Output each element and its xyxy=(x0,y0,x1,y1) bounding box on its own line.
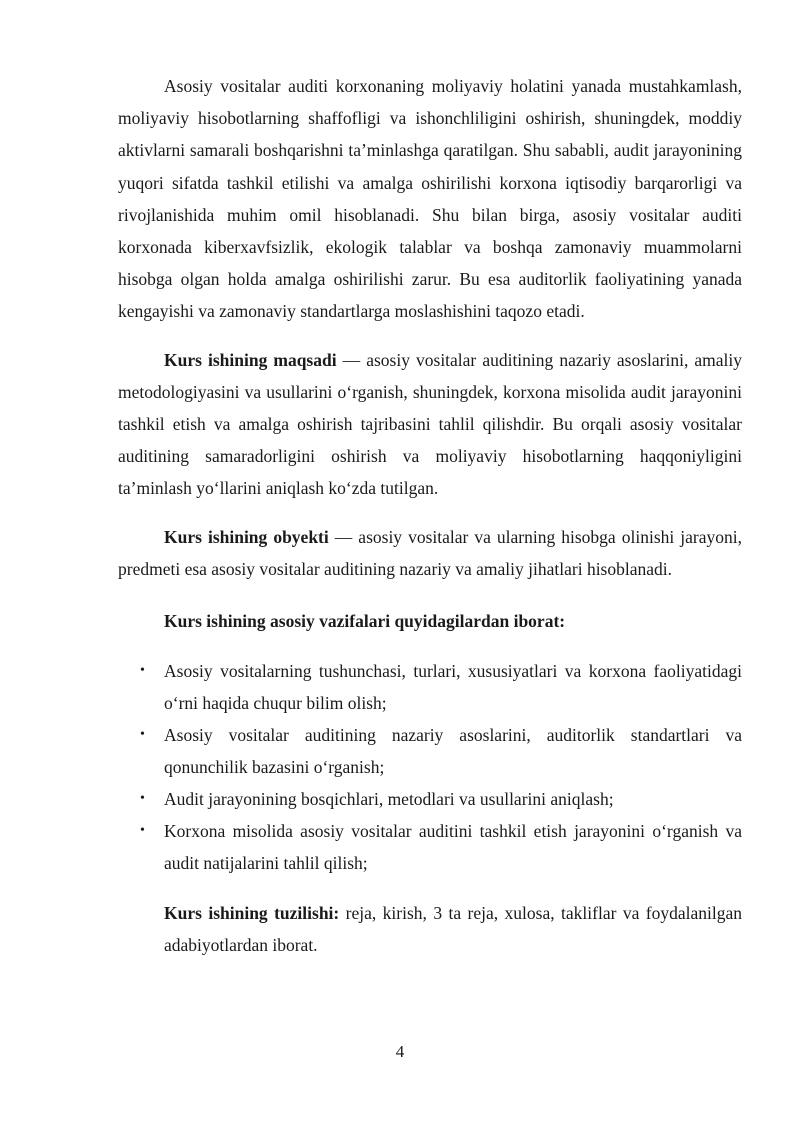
list-item xyxy=(118,815,742,879)
list-item-text: Audit jarayonining bosqichlari, metodlari va usullarini aniqlash; xyxy=(164,789,614,810)
structure-text: reja, kirish, 3 ta reja, xulosa, takliflar va foydalanilgan adabiyotlardan iborat. xyxy=(164,903,742,956)
list-item-text: Asosiy vositalarning tushunchasi, turlari, xususiyatlari va korxona faoliyatidagi o‘rni haqida chuqur bilim olish; xyxy=(164,661,742,714)
structure-label: Kurs ishining tuzilishi: xyxy=(164,903,340,924)
page-number: 4 xyxy=(395,1042,405,1061)
list-item xyxy=(118,719,742,783)
list-item xyxy=(118,783,742,815)
list-item-text: Korxona misolida asosiy vositalar auditini tashkil etish jarayonini o‘rganish va audit natijalarini tahlil qilish; xyxy=(164,821,742,874)
list-item-text: Asosiy vositalar auditining nazariy asoslarini, auditorlik standartlari va qonunchilik bazasini o‘rganish; xyxy=(164,725,742,778)
bullet-icon: • xyxy=(140,823,145,839)
bullet-icon: • xyxy=(140,727,145,743)
tasks-heading: Kurs ishining asosiy vazifalari quyidagilardan iborat: xyxy=(164,611,566,632)
tasks-list xyxy=(118,655,742,879)
list-item xyxy=(118,655,742,719)
bullet-icon: • xyxy=(140,791,145,807)
bullet-icon: • xyxy=(140,663,145,679)
goal-paragraph xyxy=(118,344,742,505)
object-text: — asosiy vositalar va ularning hisobga olinishi jarayoni, predmeti esa asosiy vositalar auditining nazariy va amaliy jihatlari hisoblanadi. xyxy=(118,526,742,579)
goal-text: — asosiy vositalar auditining nazariy asoslarini, amaliy metodologiyasini va usullarini o‘rganish, shuningdek, korxona misolida audit jarayonini tashkil etish va amalga oshirish tajribasini tahlil qilishdir. Bu orqali asosiy vositalar auditining samaradorligini oshirish va moliyaviy hisobotlarning haqqoniyligini ta’minlash yo‘llarini aniqlash ko‘zda tutilgan. xyxy=(118,349,743,499)
intro-paragraph: Asosiy vositalar auditi korxonaning moliyaviy holatini yanada mustahkamlash, moliyaviy hisobotlarning shaffofligi va ishonchliligini oshirish, shuningdek, moddiy aktivlarni samarali boshqarishni ta’minlashga qaratilgan. Shu sababli, audit jarayonining yuqori sifatda tashkil etilishi va amalga oshirilishi korxona iqtisodiy barqarorligi va rivojlanishida muhim omil hisoblanadi. Shu bilan birga, asosiy vositalar auditi korxonada kiberxavfsizlik, ekologik talablar va boshqa zamonaviy muammolarni hisobga olgan holda amalga oshirilishi zarur. Bu esa auditorlik faoliyatining yanada kengayishi va zamonaviy standartlarga moslashishini taqozo etadi. xyxy=(118,76,742,322)
structure-paragraph xyxy=(118,897,742,961)
document-page xyxy=(118,70,742,961)
goal-label: Kurs ishining maqsadi xyxy=(164,349,337,370)
object-paragraph xyxy=(118,521,742,585)
object-label: Kurs ishining obyekti xyxy=(164,526,329,547)
